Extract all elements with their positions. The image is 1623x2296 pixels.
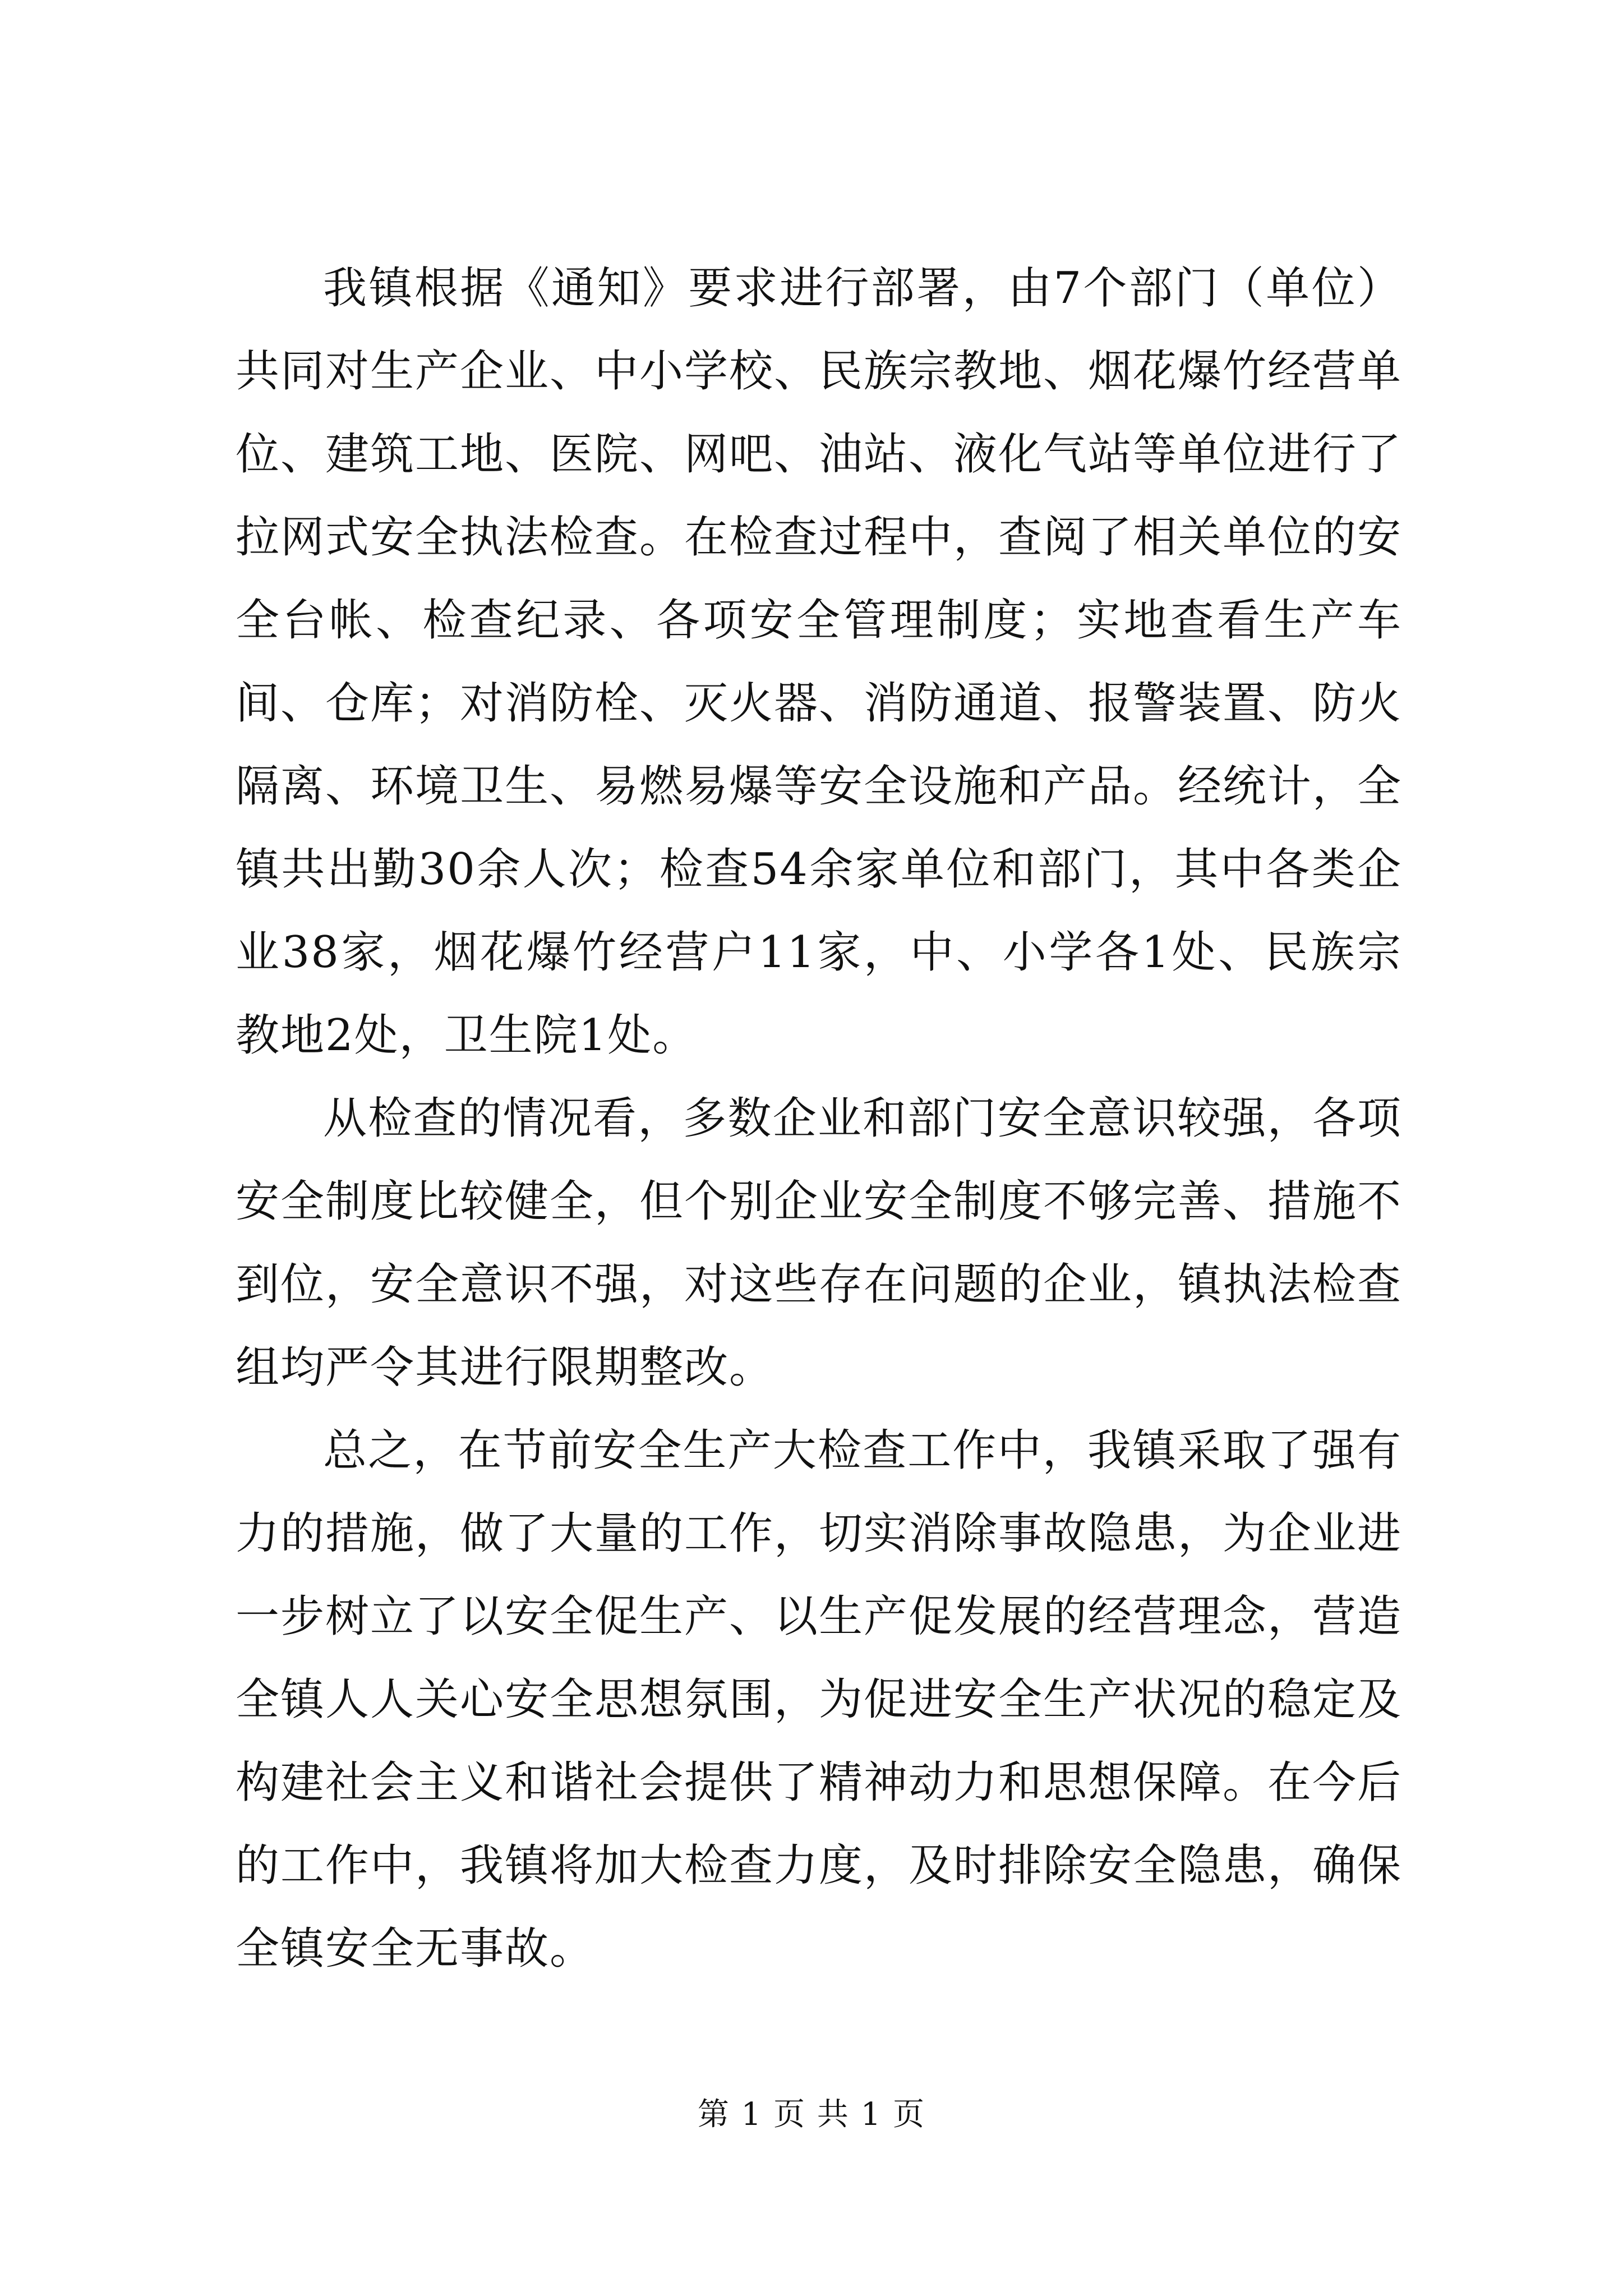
paragraph-inspection-findings: 从检查的情况看，多数企业和部门安全意识较强，各项安全制度比较健全，但个别企业安全制度不够完善、措施不到位，安全意识不强，对这些存在问题的企业，镇执法检查组均严令其进行限期整改。 <box>236 1093 1403 1393</box>
page-number-footer: 第 1 页 共 1 页 <box>697 2096 926 2133</box>
document-body <box>236 247 1402 1990</box>
paragraph-inspection-deployment: 我镇根据《通知》要求进行部署，由7个部门（单位）共同对生产企业、中小学校、民族宗教地、烟花爆竹经营单位、建筑工地、医院、网吧、油站、液化气站等单位进行了拉网式安全执法检查。在检查过程中，查阅了相关单位的安全台帐、检查纪录、各项安全管理制度；实地查看生产车间、仓库；对消防栓、灭火器、消防通道、报警装置、防火隔离、环境卫生、易燃易爆等安全设施和产品。经统计，全镇共出勤30余人次；检查54余家单位和部门，其中各类企业38家，烟花爆竹经营户11家，中、小学各1处、民族宗教地2处，卫生院1处。 <box>236 263 1403 1061</box>
paragraph-conclusion: 总之，在节前安全生产大检查工作中，我镇采取了强有力的措施，做了大量的工作，切实消除事故隐患，为企业进一步树立了以安全促生产、以生产促发展的经营理念，营造全镇人人关心安全思想氛围，为促进安全生产状况的稳定及构建社会主义和谐社会提供了精神动力和思想保障。在今后的工作中，我镇将加大检查力度，及时排除安全隐患，确保全镇安全无事故。 <box>236 1425 1403 1974</box>
